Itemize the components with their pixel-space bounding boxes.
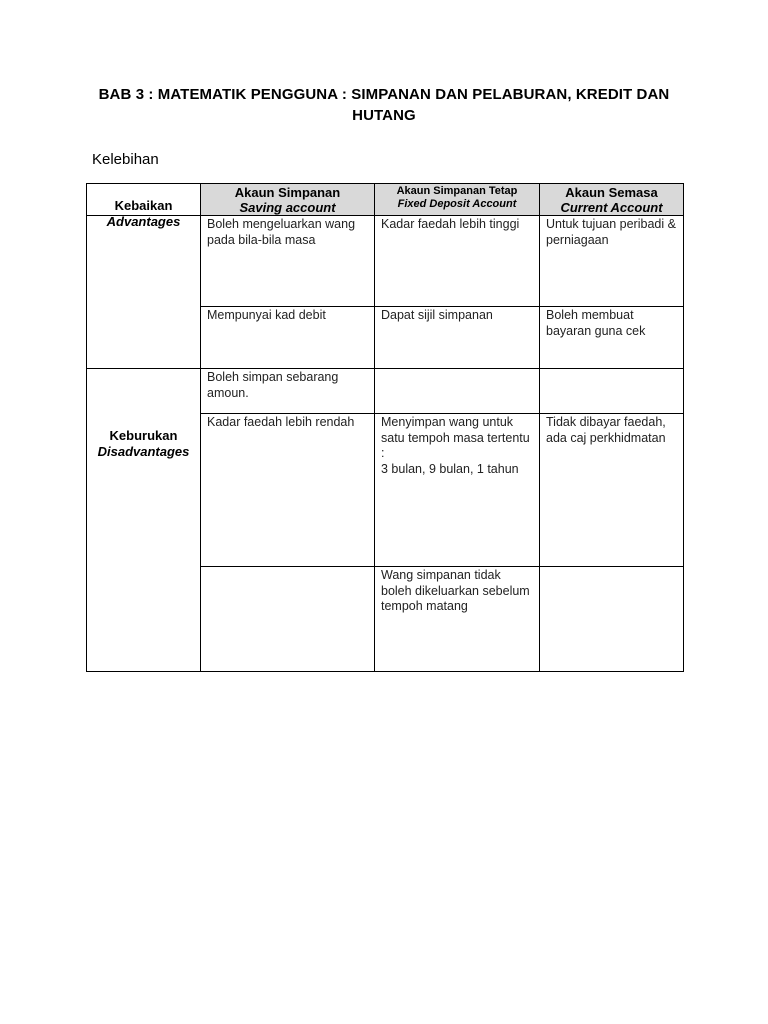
cell-text: Tidak dibayar faedah, ada caj perkhidmatan	[546, 415, 666, 445]
table-cell	[201, 216, 375, 307]
table-cell	[540, 216, 684, 307]
table-cell	[375, 307, 540, 369]
header-current-account	[540, 184, 684, 216]
table-cell	[375, 567, 540, 672]
header-sub: Saving account	[239, 200, 336, 215]
cell-text: Mempunyai kad debit	[207, 308, 326, 322]
cell-text: Boleh mengeluarkan wang pada bila-bila masa	[207, 217, 356, 247]
comparison-table	[86, 183, 684, 672]
cell-text: Boleh membuat bayaran guna cek	[546, 308, 646, 338]
header-main: Akaun Simpanan	[234, 185, 341, 200]
table-cell	[201, 567, 375, 672]
table-cell	[540, 307, 684, 369]
row-label-main: Keburukan	[109, 428, 178, 443]
row-label-advantages	[87, 198, 201, 369]
cell-text: Kadar faedah lebih rendah	[207, 415, 355, 429]
table-cell	[540, 369, 684, 414]
header-sub: Current Account	[560, 200, 663, 215]
row-label-sub: Disadvantages	[97, 444, 190, 459]
header-fixed-deposit	[375, 184, 540, 216]
table-row	[87, 216, 684, 307]
table-cell	[201, 414, 375, 567]
table-cell	[375, 414, 540, 567]
table-cell	[540, 567, 684, 672]
header-sub: Fixed Deposit Account	[397, 198, 517, 210]
header-main: Akaun Semasa	[565, 185, 658, 200]
cell-text: Wang simpanan tidak boleh dikeluarkan sebelum tempoh matang	[381, 568, 530, 613]
row-label-sub: Advantages	[106, 214, 181, 229]
table-cell	[201, 369, 375, 414]
cell-text: Menyimpan wang untuk satu tempoh masa tertentu : 3 bulan, 9 bulan, 1 tahun	[381, 415, 530, 476]
table-cell	[375, 216, 540, 307]
page-title: BAB 3 : MATEMATIK PENGGUNA : SIMPANAN DAN PELABURAN, KREDIT DAN HUTANG	[98, 86, 670, 124]
table-cell	[375, 369, 540, 414]
table-row	[87, 369, 684, 414]
header-saving-account	[201, 184, 375, 216]
row-label-disadvantages	[87, 369, 201, 672]
cell-text: Untuk tujuan peribadi & perniagaan	[546, 217, 676, 247]
header-main: Akaun Simpanan Tetap	[396, 185, 518, 197]
row-label-main: Kebaikan	[114, 198, 173, 213]
table-cell	[201, 307, 375, 369]
table-cell	[540, 414, 684, 567]
cell-text: Dapat sijil simpanan	[381, 308, 493, 322]
cell-text: Boleh simpan sebarang amoun.	[207, 370, 339, 400]
cell-text: Kadar faedah lebih tinggi	[381, 217, 520, 231]
section-heading: Kelebihan	[92, 151, 159, 168]
